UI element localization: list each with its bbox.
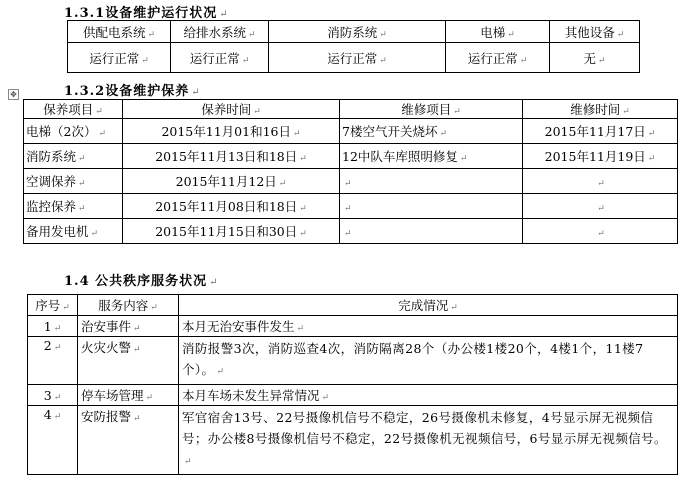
table-cell: 2015年11月01和16日 ↵	[123, 119, 340, 144]
header-cell: 供配电系统 ↵	[68, 21, 171, 43]
table-cell: 7楼空气开关烧坏 ↵	[340, 119, 523, 144]
table-row	[24, 219, 678, 244]
header-cell: 电梯 ↵	[446, 21, 550, 43]
maintenance-table	[23, 99, 678, 244]
table-cell: 消防报警3次，消防巡查4次，消防隔离28个（办公楼1楼20个，4楼1个，11楼7个）。 ↵	[179, 337, 678, 385]
table-cell: 2015年11月12日 ↵	[123, 169, 340, 194]
table-cell: 安防报警 ↵	[78, 406, 179, 475]
public-order-table	[27, 294, 678, 475]
table-cell: 电梯（2次） ↵	[24, 119, 123, 144]
table-cell: 2015年11月08日和18日 ↵	[123, 194, 340, 219]
header-cell: 给排水系统 ↵	[171, 21, 269, 43]
section-title: 1.3.2设备维护保养	[64, 84, 190, 99]
table-row	[28, 406, 678, 475]
table-cell: 治安事件 ↵	[78, 316, 179, 337]
table-cell: 消防系统 ↵	[24, 144, 123, 169]
table-row	[28, 316, 678, 337]
table-cell: 备用发电机 ↵	[24, 219, 123, 244]
table-cell: ↵	[340, 219, 523, 244]
table-cell: 1 ↵	[28, 316, 78, 337]
table-cell: ↵	[340, 169, 523, 194]
header-cell: 服务内容 ↵	[78, 295, 179, 316]
table-cell: 2015年11月15日和30日 ↵	[123, 219, 340, 244]
table-cell: 3 ↵	[28, 385, 78, 406]
table-cell: 运行正常 ↵	[269, 43, 446, 73]
table-cell: 2 ↵	[28, 337, 78, 385]
table-cell: 空调保养 ↵	[24, 169, 123, 194]
table-cell: 本月无治安事件发生 ↵	[179, 316, 678, 337]
table-row	[24, 194, 678, 219]
table-row	[68, 43, 640, 73]
table-cell: 军官宿舍13号、22号摄像机信号不稳定，26号摄像机未修复，4号显示屏无视频信号；办公楼8号摄像机信号不稳定，22号摄像机无视频信号，6号显示屏无视频信号。↵	[179, 406, 678, 475]
table-cell: 2015年11月17日 ↵	[523, 119, 678, 144]
table-cell: ↵	[340, 194, 523, 219]
table-header-row	[28, 295, 678, 316]
table-move-handle-icon[interactable]: ✥	[8, 89, 19, 100]
table-cell: ↵	[523, 194, 678, 219]
table-cell: 火灾火警 ↵	[78, 337, 179, 385]
table-cell: 运行正常 ↵	[171, 43, 269, 73]
section-heading-1-3-2	[64, 80, 201, 99]
table-header-row	[24, 100, 678, 119]
table-row	[24, 144, 678, 169]
header-cell: 消防系统 ↵	[269, 21, 446, 43]
equipment-status-table	[67, 20, 640, 73]
header-cell: 保养时间 ↵	[123, 100, 340, 119]
table-cell: 停车场管理 ↵	[78, 385, 179, 406]
header-cell: 维修时间 ↵	[523, 100, 678, 119]
table-cell: 运行正常 ↵	[446, 43, 550, 73]
table-cell: ↵	[523, 169, 678, 194]
header-cell: 完成情况 ↵	[179, 295, 678, 316]
table-cell: 无 ↵	[550, 43, 640, 73]
section-heading-1-3-1	[64, 2, 229, 21]
table-row	[24, 169, 678, 194]
paragraph-mark: ↵	[209, 277, 219, 288]
table-header-row	[68, 21, 640, 43]
table-cell: 本月车场未发生异常情况 ↵	[179, 385, 678, 406]
table-cell: 2015年11月13日和18日 ↵	[123, 144, 340, 169]
table-row	[28, 337, 678, 385]
header-cell: 序号 ↵	[28, 295, 78, 316]
header-cell: 保养项目 ↵	[24, 100, 123, 119]
paragraph-mark: ↵	[191, 87, 201, 98]
table-cell: 运行正常 ↵	[68, 43, 171, 73]
paragraph-mark: ↵	[219, 9, 229, 20]
table-cell: 4 ↵	[28, 406, 78, 475]
header-cell: 其他设备 ↵	[550, 21, 640, 43]
section-title: 1.3.1设备维护运行状况	[64, 6, 218, 21]
section-heading-1-4	[64, 270, 219, 289]
table-row	[24, 119, 678, 144]
table-row	[28, 385, 678, 406]
table-cell: 2015年11月19日 ↵	[523, 144, 678, 169]
section-title: 1.4 公共秩序服务状况	[64, 274, 208, 289]
table-cell: 12中队车库照明修复 ↵	[340, 144, 523, 169]
header-cell: 维修项目 ↵	[340, 100, 523, 119]
table-cell: 监控保养 ↵	[24, 194, 123, 219]
table-cell: ↵	[523, 219, 678, 244]
